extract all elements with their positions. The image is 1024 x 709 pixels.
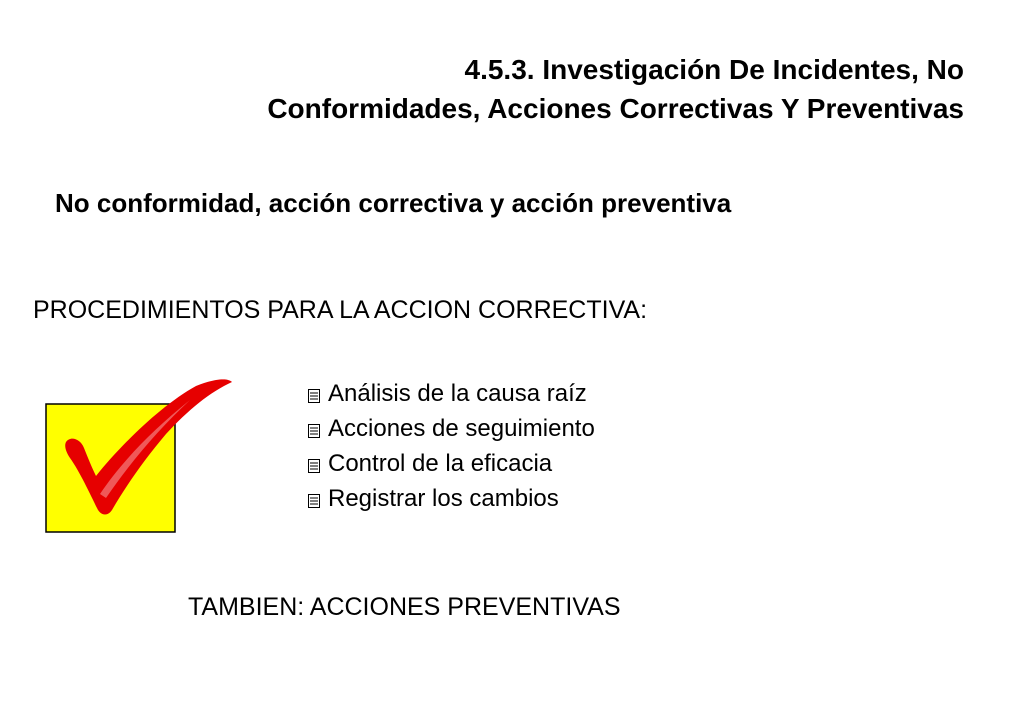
page-title-line-1: 4.5.3. Investigación De Incidentes, No <box>464 54 964 85</box>
list-item <box>308 411 595 446</box>
step-label: Control de la eficacia <box>328 449 553 477</box>
checked-box-icon <box>40 376 240 541</box>
stacked-paper-bullet-icon <box>308 424 320 438</box>
stacked-paper-bullet-icon <box>308 459 320 473</box>
stacked-paper-bullet-icon <box>308 389 320 403</box>
stacked-paper-bullet-icon <box>308 494 320 508</box>
page-title <box>267 50 964 128</box>
subtitle: No conformidad, acción correctiva y acción preventiva <box>55 188 732 218</box>
corrective-action-steps <box>308 376 595 516</box>
step-label: Registrar los cambios <box>328 484 559 512</box>
footer-note: TAMBIEN: ACCIONES PREVENTIVAS <box>188 593 621 621</box>
list-item <box>308 446 595 481</box>
list-item <box>308 481 595 516</box>
step-label: Acciones de seguimiento <box>328 414 595 442</box>
list-item <box>308 376 595 411</box>
step-label: Análisis de la causa raíz <box>328 379 587 407</box>
section-heading: PROCEDIMIENTOS PARA LA ACCION CORRECTIVA: <box>33 296 648 324</box>
page-title-line-2: Conformidades, Acciones Correctivas Y Preventivas <box>267 93 964 124</box>
